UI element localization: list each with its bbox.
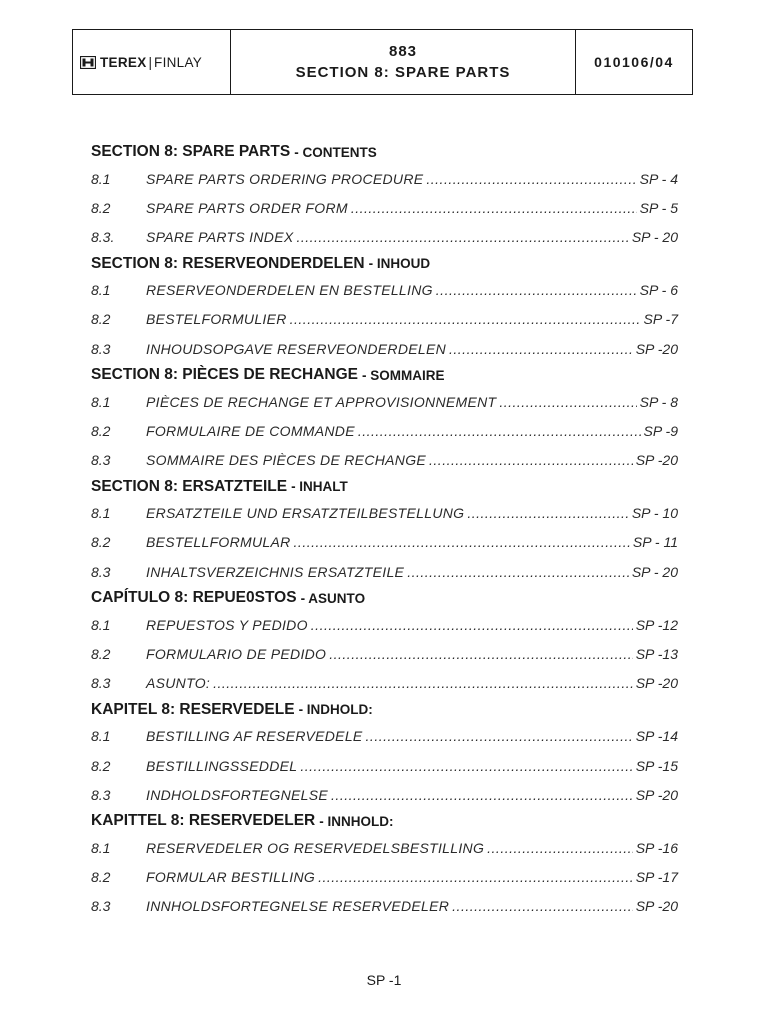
toc-section bbox=[91, 698, 678, 810]
toc-entry bbox=[91, 305, 678, 334]
entry-page-ref: SP -13 bbox=[635, 646, 678, 663]
toc-entry bbox=[91, 222, 678, 251]
toc-section bbox=[91, 140, 678, 252]
toc-entry bbox=[91, 499, 678, 528]
toc-entry bbox=[91, 557, 678, 586]
entry-number: 8.3 bbox=[91, 563, 111, 580]
dot-leader bbox=[300, 758, 632, 774]
entry-number: 8.3 bbox=[91, 675, 111, 692]
section-heading-title: SECTION 8: SPARE PARTS bbox=[91, 143, 291, 160]
logo-sub-text: FINLAY bbox=[154, 54, 203, 70]
dot-leader bbox=[366, 728, 633, 744]
toc-entry bbox=[91, 863, 678, 892]
toc-entry bbox=[91, 387, 678, 416]
section-heading-title: CAPÍTULO 8: REPUE0STOS bbox=[91, 589, 297, 607]
entry-page-ref: SP -9 bbox=[643, 422, 678, 439]
entry-title: RESERVEDELER OG RESERVEDELSBESTILLING bbox=[146, 839, 485, 856]
toc-section bbox=[91, 363, 678, 475]
dot-leader bbox=[358, 423, 641, 439]
entry-number: 8.1 bbox=[91, 728, 111, 745]
entry-title: SPARE PARTS ORDERING PROCEDURE bbox=[146, 170, 424, 187]
logo-brand-text: TEREX bbox=[100, 54, 147, 70]
toc-entry bbox=[91, 276, 678, 305]
section-title: SECTION 8: SPARE PARTS bbox=[295, 64, 511, 81]
entry-page-ref: SP -14 bbox=[635, 728, 678, 745]
dot-leader bbox=[499, 394, 636, 410]
toc-entry bbox=[91, 334, 678, 363]
toc-section bbox=[91, 586, 678, 698]
entry-number: 8.1 bbox=[91, 282, 111, 299]
toc-entry bbox=[91, 780, 678, 809]
entry-title: BESTELFORMULIER bbox=[146, 311, 287, 328]
entry-title: INHOUDSOPGAVE RESERVEONDERDELEN bbox=[146, 340, 447, 357]
toc-section bbox=[91, 252, 678, 364]
section-heading-subtitle: - SOMMAIRE bbox=[362, 367, 445, 383]
entry-title: BESTELLFORMULAR bbox=[146, 534, 291, 551]
dot-leader bbox=[331, 787, 633, 803]
section-heading bbox=[91, 252, 678, 276]
entry-title: FORMULAR BESTILLING bbox=[146, 869, 316, 886]
entry-title: INNHOLDSFORTEGNELSE RESERVEDELER bbox=[146, 898, 450, 915]
brand-logo bbox=[73, 30, 231, 94]
section-heading-title: KAPITEL 8: RESERVEDELE bbox=[91, 700, 295, 718]
entry-title: SOMMAIRE DES PIÈCES DE RECHANGE bbox=[146, 452, 427, 469]
dot-leader bbox=[296, 229, 628, 245]
section-heading bbox=[91, 698, 678, 722]
dot-leader bbox=[426, 171, 636, 187]
entry-page-ref: SP - 4 bbox=[639, 170, 678, 187]
entry-title: FORMULARIO DE PEDIDO bbox=[146, 646, 327, 663]
toc-entry bbox=[91, 610, 678, 639]
entry-number: 8.2 bbox=[91, 199, 111, 216]
dot-leader bbox=[467, 505, 628, 521]
entry-number: 8.3. bbox=[91, 228, 115, 245]
section-heading bbox=[91, 363, 678, 387]
section-heading-subtitle: - INNHOLD: bbox=[319, 813, 394, 829]
entry-page-ref: SP -17 bbox=[635, 869, 678, 886]
toc-entry bbox=[91, 446, 678, 475]
dot-leader bbox=[318, 869, 633, 885]
section-heading-subtitle: - INDHOLD: bbox=[298, 702, 373, 718]
toc-entry bbox=[91, 833, 678, 862]
entry-number: 8.2 bbox=[91, 646, 111, 663]
logo-separator: | bbox=[148, 54, 153, 70]
section-heading-title: SECTION 8: PIÈCES DE RECHANGE bbox=[91, 366, 358, 384]
dot-leader bbox=[449, 341, 633, 357]
toc-section bbox=[91, 809, 678, 921]
table-of-contents bbox=[91, 140, 678, 921]
entry-title: FORMULAIRE DE COMMANDE bbox=[146, 422, 355, 439]
entry-number: 8.1 bbox=[91, 170, 111, 187]
toc-entry bbox=[91, 193, 678, 222]
entry-page-ref: SP - 20 bbox=[631, 228, 678, 245]
entry-number: 8.1 bbox=[91, 393, 111, 410]
entry-page-ref: SP -15 bbox=[635, 757, 678, 774]
section-heading-subtitle: - ASUNTO bbox=[300, 590, 366, 606]
entry-number: 8.2 bbox=[91, 311, 111, 328]
dot-leader bbox=[436, 282, 637, 298]
toc-entry bbox=[91, 164, 678, 193]
page-number: SP -1 bbox=[366, 972, 402, 988]
entry-title: PIÈCES DE RECHANGE ET APPROVISIONNEMENT bbox=[146, 393, 497, 410]
entry-page-ref: SP -20 bbox=[635, 340, 678, 357]
entry-number: 8.3 bbox=[91, 898, 111, 915]
dot-leader bbox=[351, 200, 637, 216]
section-heading-title: SECTION 8: ERSATZTEILE bbox=[91, 477, 288, 495]
document-header bbox=[72, 29, 693, 95]
section-heading bbox=[91, 475, 678, 499]
dot-leader bbox=[329, 646, 632, 662]
entry-page-ref: SP - 20 bbox=[631, 563, 678, 580]
entry-title: RESERVEONDERDELEN EN BESTELLING bbox=[146, 282, 433, 299]
entry-title: INDHOLDSFORTEGNELSE bbox=[146, 786, 329, 803]
entry-title: SPARE PARTS INDEX bbox=[146, 228, 294, 245]
toc-entry bbox=[91, 528, 678, 557]
section-heading bbox=[91, 140, 678, 164]
entry-number: 8.1 bbox=[91, 616, 111, 633]
section-heading bbox=[91, 586, 678, 610]
entry-title: ASUNTO: bbox=[146, 675, 211, 692]
toc-entry bbox=[91, 669, 678, 698]
entry-page-ref: SP -20 bbox=[635, 452, 678, 469]
entry-page-ref: SP -12 bbox=[635, 616, 678, 633]
entry-number: 8.3 bbox=[91, 340, 111, 357]
entry-page-ref: SP -20 bbox=[635, 786, 678, 803]
entry-number: 8.1 bbox=[91, 839, 111, 856]
entry-page-ref: SP - 11 bbox=[632, 534, 678, 551]
entry-page-ref: SP -20 bbox=[635, 675, 678, 692]
dot-leader bbox=[213, 675, 633, 691]
toc-entry bbox=[91, 639, 678, 668]
entry-title: BESTILLINGSSEDDEL bbox=[146, 757, 298, 774]
entry-title: REPUESTOS Y PEDIDO bbox=[146, 616, 308, 633]
section-heading-subtitle: - CONTENTS bbox=[294, 144, 377, 160]
entry-title: BESTILLING AF RESERVEDELE bbox=[146, 728, 363, 745]
dot-leader bbox=[429, 452, 633, 468]
dot-leader bbox=[407, 564, 629, 580]
dot-leader bbox=[290, 311, 641, 327]
toc-section bbox=[91, 475, 678, 587]
section-heading bbox=[91, 809, 678, 833]
entry-page-ref: SP - 8 bbox=[639, 393, 678, 410]
entry-number: 8.3 bbox=[91, 786, 111, 803]
dot-leader bbox=[294, 534, 630, 550]
document-code: 010106/04 bbox=[594, 54, 674, 70]
terex-logo-icon bbox=[80, 56, 96, 69]
entry-title: ERSATZTEILE UND ERSATZTEILBESTELLUNG bbox=[146, 505, 465, 522]
entry-page-ref: SP -7 bbox=[643, 311, 678, 328]
dot-leader bbox=[311, 617, 633, 633]
entry-page-ref: SP -20 bbox=[635, 898, 678, 915]
entry-number: 8.2 bbox=[91, 869, 111, 886]
entry-title: SPARE PARTS ORDER FORM bbox=[146, 199, 348, 216]
entry-number: 8.2 bbox=[91, 422, 111, 439]
toc-entry bbox=[91, 892, 678, 921]
dot-leader bbox=[452, 898, 633, 914]
section-heading-subtitle: - INHOUD bbox=[368, 256, 431, 272]
model-number: 883 bbox=[388, 43, 418, 60]
dot-leader bbox=[487, 840, 633, 856]
toc-entry bbox=[91, 416, 678, 445]
entry-page-ref: SP - 10 bbox=[631, 505, 678, 522]
entry-number: 8.1 bbox=[91, 505, 111, 522]
header-title-block bbox=[231, 30, 576, 94]
entry-number: 8.3 bbox=[91, 452, 111, 469]
toc-entry bbox=[91, 751, 678, 780]
toc-entry bbox=[91, 722, 678, 751]
entry-number: 8.2 bbox=[91, 757, 111, 774]
section-heading-subtitle: - INHALT bbox=[291, 479, 348, 495]
section-heading-title: KAPITTEL 8: RESERVEDELER bbox=[91, 812, 316, 830]
entry-page-ref: SP - 6 bbox=[639, 282, 678, 299]
entry-page-ref: SP -16 bbox=[635, 839, 678, 856]
section-heading-title: SECTION 8: RESERVEONDERDELEN bbox=[91, 254, 365, 272]
entry-page-ref: SP - 5 bbox=[639, 199, 678, 216]
entry-number: 8.2 bbox=[91, 534, 111, 551]
entry-title: INHALTSVERZEICHNIS ERSATZTEILE bbox=[146, 563, 405, 580]
